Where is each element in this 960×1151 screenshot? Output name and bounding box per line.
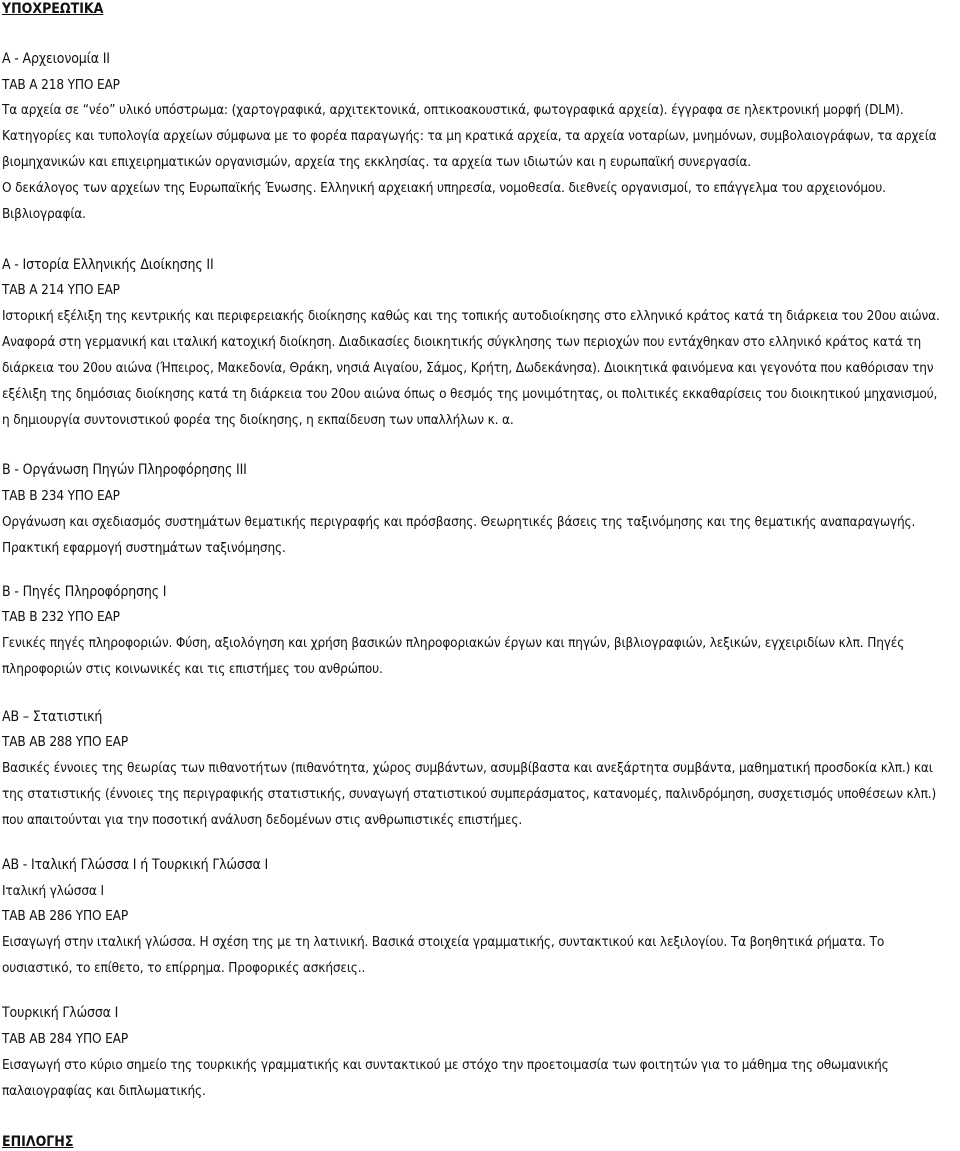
course-code: ΤΑΒ Β 234 ΥΠΟ ΕΑΡ	[2, 488, 120, 504]
course-description-line: Βιβλιογραφία.	[2, 206, 86, 222]
course-description-line: Κατηγορίες και τυπολογία αρχείων σύμφωνα με το φορέα παραγωγής: τα μη κρατικά αρχεία, τα αρχεία νοταρίων, μνημόνων, συμβολαιογράφων, τα αρχεία	[2, 128, 937, 144]
section-heading-required: ΥΠΟΧΡΕΩΤΙΚΑ	[2, 1, 104, 17]
course-description-line: Γενικές πηγές πληροφοριών. Φύση, αξιολόγηση και χρήση βασικών πληροφοριακών έργων και πηγών, βιβλιογραφιών, λεξικών, εγχειριδίων κλπ. Πηγές	[2, 635, 905, 651]
course-description-line: παλαιογραφίας και διπλωματικής.	[2, 1083, 206, 1099]
course-description-line: ουσιαστικό, το επίθετο, το επίρρημα. Προφορικές ασκήσεις..	[2, 960, 366, 976]
course-description-line: που απαιτούνται για την ποσοτική ανάλυση δεδομένων στις ανθρωπιστικές επιστήμες.	[2, 812, 523, 828]
course-code: ΤΑΒ Α 214 ΥΠΟ ΕΑΡ	[2, 282, 120, 298]
course-code: ΤΑΒ ΑΒ 288 ΥΠΟ ΕΑΡ	[2, 734, 129, 750]
course-description-line: Βασικές έννοιες της θεωρίας των πιθανοτήτων (πιθανότητα, χώρος συμβάντων, ασυμβίβαστα και ανεξάρτητα συμβάντα, μαθηματική προσδοκία κλπ.) και	[2, 760, 933, 776]
course-title: Β - Οργάνωση Πηγών Πληροφόρησης ΙΙΙ	[2, 462, 247, 478]
course-description-line: διάρκεια του 20ου αιώνα (Ήπειρος, Μακεδονία, Θράκη, νησιά Αιγαίου, Σάμος, Κρήτη, Δωδεκάνησα). Διοικητικά φαινόμενα και γεγονότα που καθόρισαν την	[2, 360, 934, 376]
course-description-line: Τα αρχεία σε “νέο” υλικό υπόστρωμα: (χαρτογραφικά, αρχιτεκτονικά, οπτικοακουστικά, φωτογραφικά αρχεία). έγγραφα σε ηλεκτρονική μορφή (DLM).	[2, 102, 904, 118]
course-title: A - Ιστορία Ελληνικής Διοίκησης ΙΙ	[2, 257, 214, 273]
course-description-line: βιομηχανικών και επιχειρηματικών οργανισμών, αρχεία της εκκλησίας. τα αρχεία των ιδιωτών και η ευρωπαϊκή συνεργασία.	[2, 154, 751, 170]
course-description-line: Πρακτική εφαρμογή συστημάτων ταξινόμησης.	[2, 540, 286, 556]
section-heading-elective: ΕΠΙΛΟΓΗΣ	[2, 1134, 74, 1150]
course-code: ΤΑΒ Α 218 ΥΠΟ ΕΑΡ	[2, 77, 120, 93]
course-description-line: Ο δεκάλογος των αρχείων της Ευρωπαϊκής Ένωσης. Ελληνική αρχειακή υπηρεσία, νομοθεσία. διεθνείς οργανισμοί, το επάγγελμα του αρχειονόμου.	[2, 180, 886, 196]
course-code: ΤΑΒ ΑΒ 284 ΥΠΟ ΕΑΡ	[2, 1031, 129, 1047]
course-description-line: της στατιστικής (έννοιες της περιγραφικής στατιστικής, συναγωγή στατιστικού συμπεράσματος, κατανομές, παλινδρόμηση, συσχετισμός υποθέσεων κλπ.)	[2, 786, 937, 802]
course-description-line: Αναφορά στη γερμανική και ιταλική κατοχική διοίκηση. Διαδικασίες διοικητικής σύγκλησης των περιοχών που εντάχθηκαν στο ελληνικό κράτος κατά τη	[2, 334, 922, 350]
course-title: Β - Πηγές Πληροφόρησης Ι	[2, 584, 167, 600]
course-title: A - Αρχειονομία ΙΙ	[2, 51, 110, 67]
course-description-line: Ιστορική εξέλιξη της κεντρικής και περιφερειακής διοίκησης καθώς και της τοπικής αυτοδιοίκησης στο ελληνικό κράτος κατά τη διάρκεια του 20ου αιώνα.	[2, 308, 940, 324]
course-description-line: εξέλιξη της δημόσιας διοίκησης κατά τη διάρκεια του 20ου αιώνα όπως ο θεσμός της μονιμότητας, οι πολιτικές εκκαθαρίσεις του διοικητικού μηχανισμού,	[2, 386, 938, 402]
course-title: ΑΒ - Ιταλική Γλώσσα Ι ή Τουρκική Γλώσσα Ι	[2, 857, 269, 873]
course-description-line: Εισαγωγή στο κύριο σημείο της τουρκικής γραμματικής και συντακτικού με στόχο την προετοιμασία των φοιτητών για το μάθημα της οθωμανικής	[2, 1057, 889, 1073]
course-description-line: πληροφοριών στις κοινωνικές και τις επιστήμες του ανθρώπου.	[2, 661, 383, 677]
course-description-line: η δημιουργία συντονιστικού φορέα της διοίκησης, η εκπαίδευση των υπαλλήλων κ. α.	[2, 412, 514, 428]
course-subtitle: Ιταλική γλώσσα Ι	[2, 883, 104, 899]
course-code: ΤΑΒ Β 232 ΥΠΟ ΕΑΡ	[2, 609, 120, 625]
course-description-line: Οργάνωση και σχεδιασμός συστημάτων θεματικής περιγραφής και πρόσβασης. Θεωρητικές βάσεις της ταξινόμησης και της θεματικής αναπαραγωγής.	[2, 514, 916, 530]
course-title: Τουρκική Γλώσσα Ι	[2, 1005, 119, 1021]
course-description-line: Εισαγωγή στην ιταλική γλώσσα. Η σχέση της με τη λατινική. Βασικά στοιχεία γραμματικής, συντακτικού και λεξιλογίου. Τα βοηθητικά ρήματα. Το	[2, 934, 885, 950]
course-title: ΑΒ – Στατιστική	[2, 709, 103, 725]
course-code: ΤΑΒ ΑΒ 286 ΥΠΟ ΕΑΡ	[2, 908, 129, 924]
